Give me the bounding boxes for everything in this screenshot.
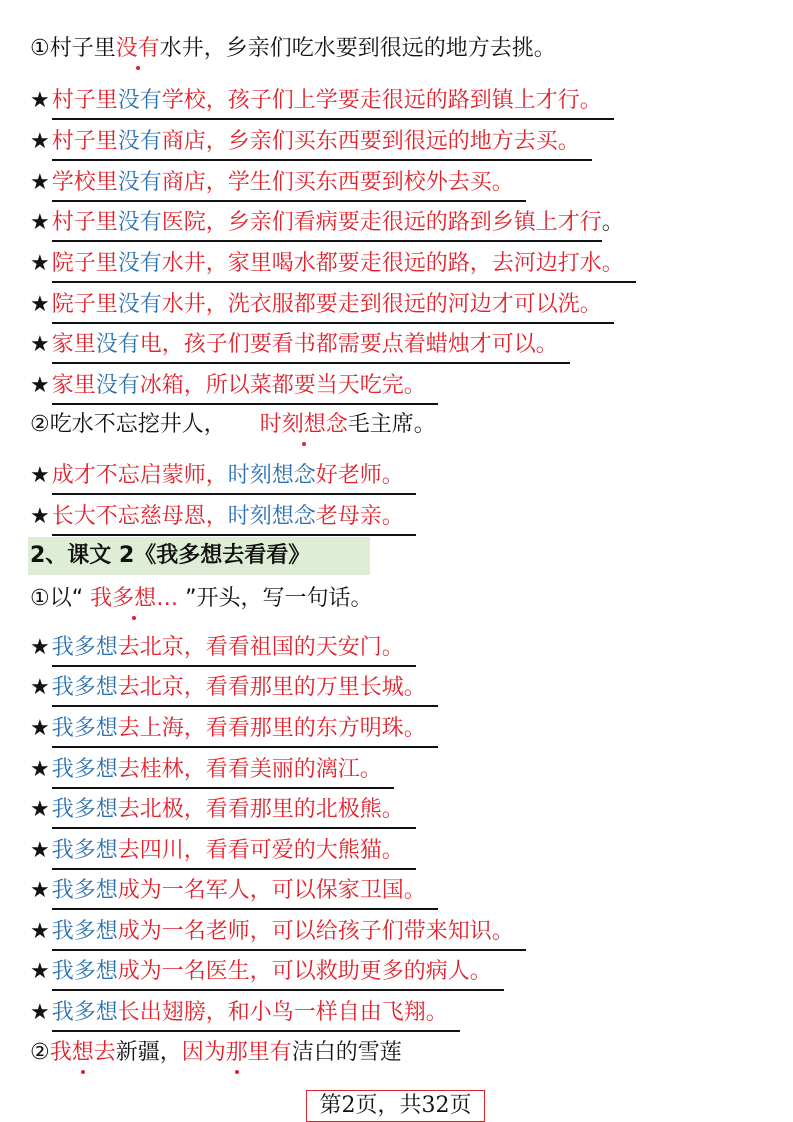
keyword-text: 我多想 bbox=[51, 675, 118, 700]
star-icon: ★ bbox=[30, 88, 50, 113]
example-sentence bbox=[52, 168, 514, 198]
prompt-text-b: 新疆， bbox=[115, 1040, 182, 1065]
star-icon: ★ bbox=[30, 675, 50, 700]
star-icon: ★ bbox=[30, 878, 50, 903]
example-sentence bbox=[52, 755, 382, 785]
keyword-text: 我多想 bbox=[51, 919, 118, 944]
example-sentence bbox=[52, 633, 404, 663]
keyword-text: 我多想 bbox=[51, 959, 118, 984]
keyword-text: 我多想 bbox=[51, 757, 118, 782]
keyword-text: 没有 bbox=[95, 373, 140, 398]
example-line bbox=[30, 714, 426, 744]
page-number-label: 第2页，共32页 bbox=[306, 1090, 485, 1122]
prompt-number: ① bbox=[30, 586, 50, 611]
keyword-meiyou: 没有 bbox=[116, 34, 160, 64]
example-sentence bbox=[52, 461, 404, 491]
star-icon: ★ bbox=[30, 129, 50, 154]
prompt-text-d: 洁白的雪莲 bbox=[291, 1040, 402, 1065]
star-icon: ★ bbox=[30, 635, 50, 660]
example-line bbox=[30, 330, 558, 360]
keyword-text: 我多想 bbox=[51, 878, 118, 903]
rest-text: 去北极，看看那里的北极熊。 bbox=[117, 797, 404, 822]
star-icon: ★ bbox=[30, 1000, 50, 1025]
keyword-text: 时刻想念 bbox=[227, 463, 316, 488]
example-line bbox=[30, 168, 514, 198]
prompt-text-a: 吃水不忘挖井人， bbox=[49, 412, 226, 437]
keyword-text: 没有 bbox=[117, 210, 162, 235]
keyword-text: 没有 bbox=[117, 170, 162, 195]
example-line bbox=[30, 917, 514, 947]
prompt-1-2 bbox=[30, 410, 436, 440]
prompt-number: ① bbox=[30, 36, 50, 61]
rest-text: 商店，乡亲们买东西要到很远的地方去买。 bbox=[161, 129, 580, 154]
rest-text: 老母亲。 bbox=[315, 504, 404, 529]
keyword-text: 我多想 bbox=[51, 797, 118, 822]
example-sentence bbox=[52, 502, 404, 532]
example-line bbox=[30, 290, 602, 320]
keyword-text: 没有 bbox=[117, 251, 162, 276]
example-sentence bbox=[52, 208, 602, 238]
prompt-text-c: 毛主席。 bbox=[347, 412, 436, 437]
example-line bbox=[30, 633, 404, 663]
example-line bbox=[30, 998, 448, 1028]
example-sentence bbox=[52, 673, 426, 703]
rest-text: 水井，洗衣服都要走到很远的河边才可以洗。 bbox=[161, 292, 602, 317]
keyword-text: 时刻想念 bbox=[227, 504, 316, 529]
star-icon: ★ bbox=[30, 210, 50, 235]
keyword-text: 我多想 bbox=[51, 635, 118, 660]
keyword-text: 我多想 bbox=[51, 838, 118, 863]
rest-text: 电，孩子们要看书都需要点着蜡烛才可以。 bbox=[139, 332, 558, 357]
example-sentence bbox=[52, 371, 426, 401]
keyword-text: 我多想 bbox=[51, 1000, 118, 1025]
keyword-text: 我多想 bbox=[51, 716, 118, 741]
keyword-text: 没有 bbox=[117, 292, 162, 317]
place-text: 家里 bbox=[51, 373, 96, 398]
star-icon: ★ bbox=[30, 463, 50, 488]
prompt-number: ② bbox=[30, 412, 50, 437]
star-icon: ★ bbox=[30, 757, 50, 782]
rest-text: 医院，乡亲们看病要走很远的路到乡镇上才行 bbox=[161, 210, 602, 235]
star-icon: ★ bbox=[30, 838, 50, 863]
place-text: 院子里 bbox=[51, 251, 118, 276]
phrase-text: 成才不忘启蒙师， bbox=[51, 463, 228, 488]
trailing-period: 。 bbox=[601, 210, 624, 235]
example-line bbox=[30, 502, 404, 532]
rest-text: 去桂林，看看美丽的漓江。 bbox=[117, 757, 382, 782]
star-icon: ★ bbox=[30, 373, 50, 398]
rest-text: 去上海，看看那里的东方明珠。 bbox=[117, 716, 426, 741]
star-icon: ★ bbox=[30, 251, 50, 276]
example-line bbox=[30, 127, 580, 157]
rest-text: 成为一名老师，可以给孩子们带来知识。 bbox=[117, 919, 514, 944]
example-line bbox=[30, 755, 382, 785]
rest-text: 去北京，看看祖国的天安门。 bbox=[117, 635, 404, 660]
example-line bbox=[30, 876, 426, 906]
example-sentence bbox=[52, 836, 404, 866]
place-text: 村子里 bbox=[51, 129, 118, 154]
prompt-text-c: 水井，乡亲们吃水要到很远的地方去挑。 bbox=[159, 36, 556, 61]
example-sentence bbox=[52, 917, 514, 947]
example-sentence bbox=[52, 876, 426, 906]
example-sentence bbox=[52, 795, 404, 825]
rest-text: 去北京，看看那里的万里长城。 bbox=[117, 675, 426, 700]
example-sentence bbox=[52, 249, 624, 279]
rest-text: 冰箱，所以菜都要当天吃完。 bbox=[139, 373, 426, 398]
phrase-text: 长大不忘慈母恩， bbox=[51, 504, 228, 529]
star-icon: ★ bbox=[30, 332, 50, 357]
star-icon: ★ bbox=[30, 797, 50, 822]
example-sentence bbox=[52, 957, 492, 987]
keyword-shikexiangnian: 时刻想念 bbox=[260, 410, 348, 440]
prompt-text-a: 村子里 bbox=[49, 36, 116, 61]
rest-text: 好老师。 bbox=[315, 463, 404, 488]
place-text: 村子里 bbox=[51, 88, 118, 113]
keyword-text: 没有 bbox=[117, 129, 162, 154]
example-line bbox=[30, 836, 404, 866]
keyword-woxiangqu: 我想去 bbox=[50, 1038, 116, 1068]
rest-text: 成为一名军人，可以保家卫国。 bbox=[117, 878, 426, 903]
keyword-woduoxiang: 我多想… bbox=[90, 584, 178, 614]
example-sentence bbox=[52, 127, 580, 157]
rest-text: 成为一名医生，可以救助更多的病人。 bbox=[117, 959, 492, 984]
example-sentence bbox=[52, 86, 602, 116]
star-icon: ★ bbox=[30, 170, 50, 195]
section-heading: 2、课文 2《我多想去看看》 bbox=[28, 537, 370, 575]
prompt-text-a: 以“ bbox=[49, 586, 91, 611]
prompt-1-1 bbox=[30, 34, 556, 64]
star-icon: ★ bbox=[30, 292, 50, 317]
rest-text: 去四川，看看可爱的大熊猫。 bbox=[117, 838, 404, 863]
prompt-text-c: ”开头，写一句话。 bbox=[178, 586, 373, 611]
example-line bbox=[30, 249, 624, 279]
example-line bbox=[30, 208, 624, 238]
star-icon: ★ bbox=[30, 504, 50, 529]
example-line bbox=[30, 86, 602, 116]
place-text: 村子里 bbox=[51, 210, 118, 235]
example-line bbox=[30, 673, 426, 703]
keyword-yinweinaliyou: 因为那里有 bbox=[182, 1038, 292, 1068]
place-text: 院子里 bbox=[51, 292, 118, 317]
star-icon: ★ bbox=[30, 716, 50, 741]
place-text: 学校里 bbox=[51, 170, 118, 195]
rest-text: 商店，学生们买东西要到校外去买。 bbox=[161, 170, 514, 195]
keyword-text: 没有 bbox=[117, 88, 162, 113]
rest-text: 长出翅膀，和小鸟一样自由飞翔。 bbox=[117, 1000, 448, 1025]
example-sentence bbox=[52, 998, 448, 1028]
rest-text: 水井，家里喝水都要走很远的路，去河边打水。 bbox=[161, 251, 624, 276]
star-icon: ★ bbox=[30, 919, 50, 944]
prompt-2-2 bbox=[30, 1038, 402, 1068]
example-sentence bbox=[52, 714, 426, 744]
prompt-2-1 bbox=[30, 584, 373, 614]
prompt-number: ② bbox=[30, 1040, 50, 1065]
rest-text: 学校，孩子们上学要走很远的路到镇上才行。 bbox=[161, 88, 602, 113]
example-line bbox=[30, 795, 404, 825]
example-line bbox=[30, 371, 426, 401]
place-text: 家里 bbox=[51, 332, 96, 357]
example-line bbox=[30, 461, 404, 491]
keyword-text: 没有 bbox=[95, 332, 140, 357]
example-sentence bbox=[52, 330, 558, 360]
example-line bbox=[30, 957, 492, 987]
example-sentence bbox=[52, 290, 602, 320]
star-icon: ★ bbox=[30, 959, 50, 984]
